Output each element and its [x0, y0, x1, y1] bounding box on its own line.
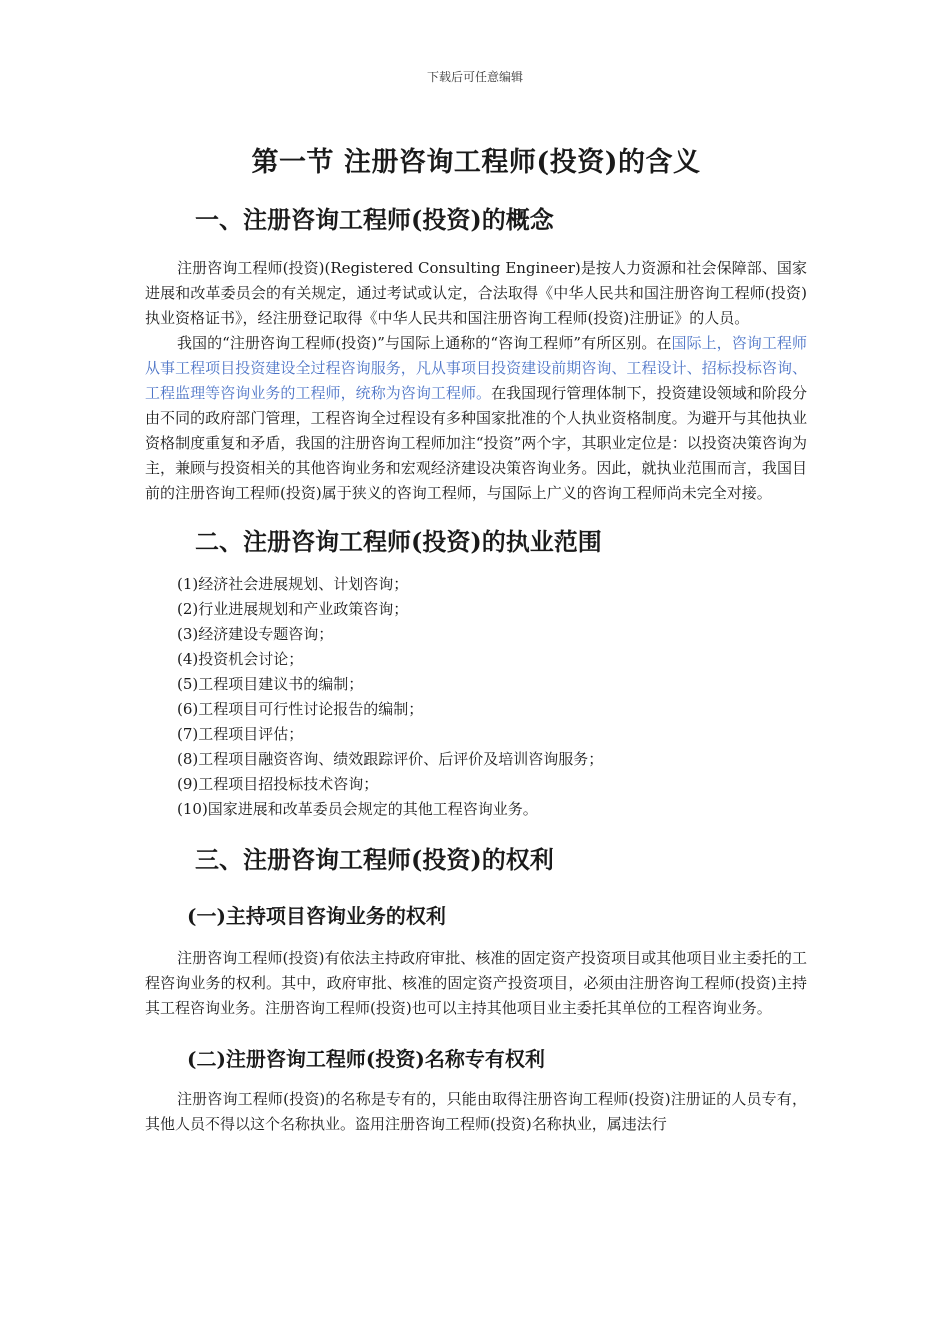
- section-1-heading: 一、注册咨询工程师(投资)的概念: [195, 205, 554, 234]
- document-body: [145, 140, 807, 1137]
- list-item: (3)经济建设专题咨询；: [177, 625, 334, 643]
- subsection-2-heading: (二)注册咨询工程师(投资)名称专有权利: [187, 1047, 545, 1071]
- list-item: (4)投资机会讨论；: [177, 650, 304, 668]
- list-item: (7)工程项目评估；: [177, 725, 304, 743]
- subsection-1-heading: (一)主持项目咨询业务的权利: [187, 904, 446, 928]
- section-1-paragraph-1: 注册咨询工程师(投资)(Registered Consulting Engineer)是按人力资源和社会保障部、国家进展和改革委员会的有关规定，通过考试或认定，合法取得《中华人民共和国注册咨询工程师(投资)执业资格证书》，经注册登记取得《中华人民共和国注册咨询工程师(投资)注册证》的人员。: [145, 259, 807, 327]
- subsection-1-paragraph: 注册咨询工程师(投资)有依法主持政府审批、核准的固定资产投资项目或其他项目业主委托的工程咨询业务的权利。其中，政府审批、核准的固定资产投资项目，必须由注册咨询工程师(投资)主持其工程咨询业务。注册咨询工程师(投资)也可以主持其他项目业主委托其单位的工程咨询业务。: [145, 949, 807, 1017]
- para-2-intro: 我国的“注册咨询工程师(投资)”与国际上通称的“咨询工程师”有所区别。在: [177, 334, 672, 352]
- header-note: 下载后可任意编辑: [426, 70, 523, 84]
- list-item: (6)工程项目可行性讨论报告的编制；: [177, 700, 424, 718]
- list-item: (2)行业进展规划和产业政策咨询；: [177, 600, 409, 618]
- list-item: (10)国家进展和改革委员会规定的其他工程咨询业务。: [177, 800, 538, 818]
- page-title: 第一节 注册咨询工程师(投资)的含义: [251, 147, 701, 178]
- highlighted-text: 国际上，咨询工程师从事工程项目投资建设全过程咨询服务，凡从事项目投资建设前期咨询、工程设计、招标投标咨询、工程监理等咨询业务的工程师，统称为咨询工程师。: [145, 334, 807, 402]
- list-item: (5)工程项目建议书的编制；: [177, 675, 364, 693]
- section-2-heading: 二、注册咨询工程师(投资)的执业范围: [195, 527, 602, 556]
- list-item: (8)工程项目融资咨询、绩效跟踪评价、后评价及培训咨询服务；: [177, 750, 604, 768]
- section-1-paragraph-2: [145, 331, 807, 506]
- list-item: (1)经济社会进展规划、计划咨询；: [177, 575, 409, 593]
- scope-list: [145, 572, 807, 822]
- subsection-2-paragraph: 注册咨询工程师(投资)的名称是专有的，只能由取得注册咨询工程师(投资)注册证的人员专有，其他人员不得以这个名称执业。盗用注册咨询工程师(投资)名称执业，属违法行: [145, 1090, 807, 1133]
- section-3-heading: 三、注册咨询工程师(投资)的权利: [195, 845, 554, 874]
- para-2-rest: 在我国现行管理体制下，投资建设领域和阶段分由不同的政府部门管理，工程咨询全过程设有多种国家批准的个人执业资格制度。为避开与其他执业资格制度重复和矛盾，我国的注册咨询工程师加注“投资”两个字，其职业定位是：以投资决策咨询为主，兼顾与投资相关的其他咨询业务和宏观经济建设决策咨询业务。因此，就执业范围而言，我国目前的注册咨询工程师(投资)属于狭义的咨询工程师，与国际上广义的咨询工程师尚未完全对接。: [145, 384, 807, 502]
- list-item: (9)工程项目招投标技术咨询；: [177, 775, 379, 793]
